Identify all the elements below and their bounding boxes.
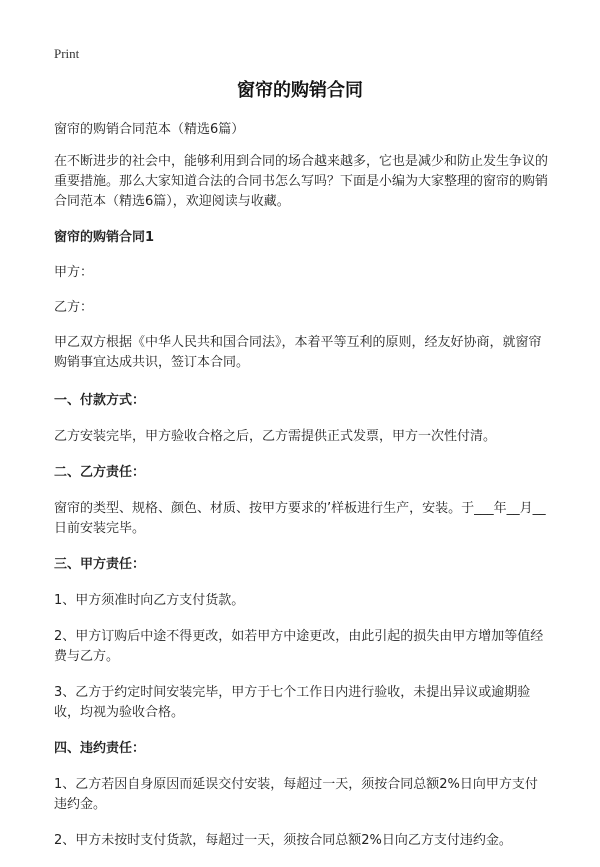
section-heading: 一、付款方式： — [54, 393, 146, 408]
party-a-line: 甲方： — [54, 265, 94, 280]
print-link[interactable]: Print — [54, 46, 80, 61]
preamble-paragraph: 甲乙双方根据《中华人民共和国合同法》，本着平等互利的原则，经友好协商，就窗帘购销事宜达成共识，签订本合同。 — [54, 335, 542, 370]
section-payment — [54, 391, 550, 447]
section-item: 1、乙方若因自身原因而延误交付安装，每超过一天，须按合同总额2%日向甲方支付违约金。 — [54, 777, 538, 812]
section-party-a-duty — [54, 555, 550, 723]
section-heading: 二、乙方责任： — [54, 465, 146, 480]
document-subtitle: 窗帘的购销合同范本（精选6篇） — [54, 122, 245, 137]
section-breach — [54, 739, 550, 851]
document-title: 窗帘的购销合同 — [237, 80, 363, 101]
section-item: 2、甲方订购后中途不得更改，如若甲方中途更改，由此引起的损失由甲方增加等值经费与乙方。 — [54, 629, 544, 664]
section-item: 乙方安装完毕，甲方验收合格之后，乙方需提供正式发票，甲方一次性付清。 — [54, 429, 497, 444]
section-heading: 四、违约责任： — [54, 741, 146, 756]
section-item: 1、甲方须准时向乙方支付货款。 — [54, 593, 245, 608]
document-body — [54, 120, 550, 867]
party-b-line: 乙方： — [54, 300, 94, 315]
section-party-b-duty — [54, 463, 550, 539]
section-heading: 三、甲方责任： — [54, 557, 146, 572]
section-item: 3、乙方于约定时间安装完毕，甲方于七个工作日内进行验收，未提出异议或逾期验收，均视为验收合格。 — [54, 685, 531, 720]
section-item: 窗帘的类型、规格、颜色、材质、按甲方要求的’样板进行生产，安装。于___年__月__日前安装完毕。 — [54, 501, 546, 536]
contract-heading: 窗帘的购销合同1 — [54, 230, 155, 245]
intro-paragraph: 在不断进步的社会中，能够利用到合同的场合越来越多，它也是减少和防止发生争议的重要措施。那么大家知道合法的合同书怎么写吗？下面是小编为大家整理的窗帘的购销合同范本（精选6篇），欢迎阅读与收藏。 — [54, 154, 549, 209]
section-item: 2、甲方未按时支付货款，每超过一天，须按合同总额2%日向乙方支付违约金。 — [54, 833, 512, 848]
